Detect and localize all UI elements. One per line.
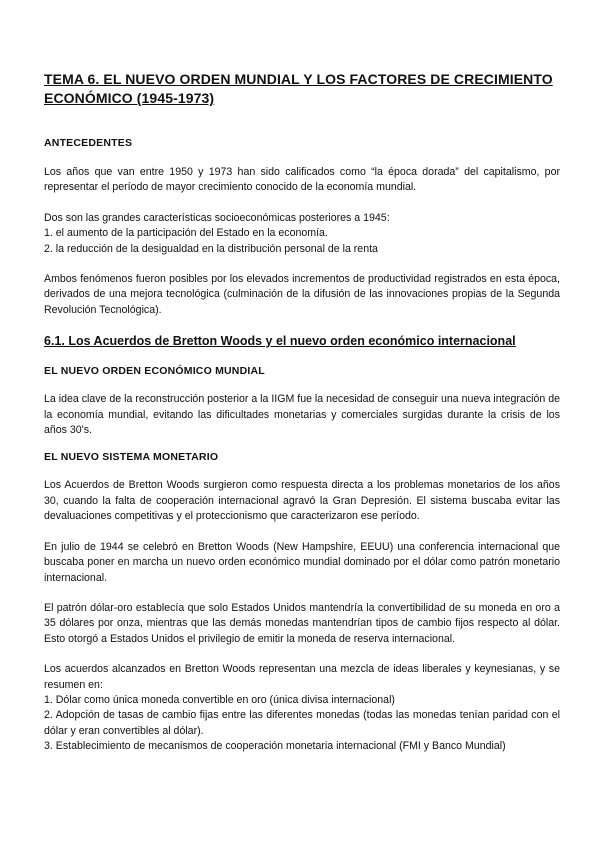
acuerdos-list-intro: Los acuerdos alcanzados en Bretton Woods representan una mezcla de ideas liberales y keynesianas, y se resumen en: [44,663,560,691]
document-title [44,70,560,108]
title-line-1: TEMA 6. EL NUEVO ORDEN MUNDIAL Y LOS FACTORES DE CRECIMIENTO [44,71,553,87]
antecedentes-list-item: 1. el aumento de la participación del Estado en la economía. [44,227,328,240]
heading-nuevo-sistema: EL NUEVO SISTEMA MONETARIO [44,451,219,464]
heading-antecedentes: ANTECEDENTES [44,137,133,149]
document-page [44,70,560,755]
antecedentes-paragraph-3: Ambos fenómenos fueron posibles por los elevados incrementos de productividad registrados en esta época, derivados de una mejora tecnológica (culminación de la difusión de las innovaciones propias de la Segunda Revolución Tecnológica). [44,273,560,316]
acuerdos-list-item: 3. Establecimiento de mecanismos de cooperación monetaria internacional (FMI y Banco Mundial) [44,740,506,753]
title-line-2: ECONÓMICO (1945-1973) [44,90,215,106]
nuevo-sistema-paragraph-1: Los Acuerdos de Bretton Woods surgieron como respuesta directa a los problemas monetarios de los años 30, cuando la falta de cooperación internacional agravó la Gran Depresión. El sistema buscaba evitar las devaluaciones competitivas y el proteccionismo que caracterizaron ese período. [44,479,560,523]
nuevo-sistema-paragraph-3: El patrón dólar-oro establecía que solo Estados Unidos mantendría la convertibilidad de su moneda en oro a 35 dólares por onza, mientras que las demás monedas mantendrían tipos de cambio fijos respecto al dólar. Esto otorgó a Estados Unidos el privilegio de emitir la moneda de reserva internacional. [44,601,560,645]
antecedentes-paragraph-2 [44,211,560,257]
nuevo-orden-paragraph-1: La idea clave de la reconstrucción posterior a la IIGM fue la necesidad de conseguir una nueva integración de la economía mundial, evitando las dificultades monetarias y comerciales surgidas durante la crisis de los años 30's. [44,393,560,437]
antecedentes-paragraph-1: Los años que van entre 1950 y 1973 han sido calificados como “la época dorada” del capitalismo, por representar el período de mayor crecimiento conocido de la economía mundial. [44,166,560,194]
nuevo-sistema-paragraph-4 [44,662,560,754]
acuerdos-list-item: 2. Adopción de tasas de cambio fijas entre las diferentes monedas (todas las monedas tenían paridad con el dólar y eran convertibles al dólar). [44,709,560,737]
heading-nuevo-orden: EL NUEVO ORDEN ECONÓMICO MUNDIAL [44,365,265,378]
nuevo-sistema-paragraph-2: En julio de 1944 se celebró en Bretton Woods (New Hampshire, EEUU) una conferencia internacional que buscaba poner en marcha un nuevo orden económico mundial dominado por el dólar como patrón monetario internacional. [44,540,560,584]
antecedentes-list-item: 2. la reducción de la desigualdad en la distribución personal de la renta [44,242,378,255]
antecedentes-list-intro: Dos son las grandes características socioeconómicas posteriores a 1945: [44,211,390,224]
heading-section-6-1: 6.1. Los Acuerdos de Bretton Woods y el nuevo orden económico internacional [44,334,516,349]
acuerdos-list-item: 1. Dólar como única moneda convertible en oro (única divisa internacional) [44,693,395,706]
